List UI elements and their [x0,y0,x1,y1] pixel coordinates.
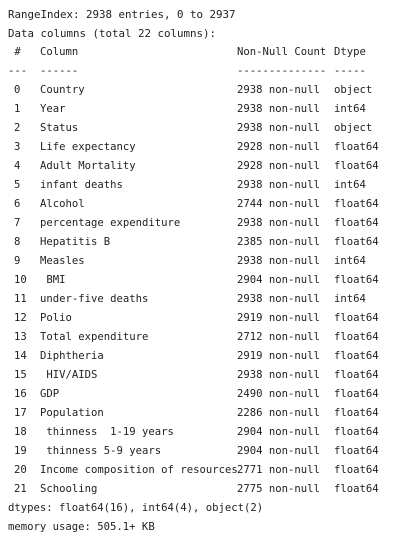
row-column-name: BMI [40,274,66,286]
row-non-null-count: 2775 non-null [237,483,320,495]
row-column-name: Diphtheria [40,350,104,362]
row-non-null-count: 2938 non-null [237,293,320,305]
row-column-name: Measles [40,255,85,267]
row-column-name: Hepatitis B [40,236,111,248]
row-index: 17 [14,407,27,419]
dtypes-summary: dtypes: float64(16), int64(4), object(2) [8,502,264,514]
row-non-null-count: 2938 non-null [237,217,320,229]
table-row [8,271,404,290]
index-header: # [8,46,21,58]
row-column-name: Life expectancy [40,141,136,153]
table-row [8,461,404,480]
row-column-name: Schooling [40,483,98,495]
non-null-count-header: Non-Null Count [237,46,327,58]
row-column-name: Polio [40,312,72,324]
column-header: Column [40,46,79,58]
row-column-name: Income composition of resources [40,464,238,476]
row-non-null-count: 2938 non-null [237,122,320,134]
row-non-null-count: 2938 non-null [237,103,320,115]
row-non-null-count: 2938 non-null [237,84,320,96]
dataframe-info-output [8,5,404,537]
row-dtype: float64 [334,407,379,419]
row-dtype: int64 [334,293,366,305]
row-index: 0 [14,84,21,96]
row-dtype: int64 [334,103,366,115]
row-index: 2 [14,122,21,134]
table-row [8,233,404,252]
index-separator: --- [8,65,28,77]
row-non-null-count: 2904 non-null [237,445,320,457]
row-non-null-count: 2904 non-null [237,274,320,286]
row-dtype: float64 [334,483,379,495]
memory-usage: memory usage: 505.1+ KB [8,521,155,533]
separator-row [8,62,404,81]
row-dtype: float64 [334,464,379,476]
table-row [8,442,404,461]
row-dtype: int64 [334,255,366,267]
row-dtype: int64 [334,179,366,191]
row-dtype: float64 [334,217,379,229]
row-index: 14 [14,350,27,362]
row-index: 18 [14,426,27,438]
row-dtype: float64 [334,198,379,210]
row-column-name: thinness 5-9 years [40,445,162,457]
table-row [8,138,404,157]
row-index: 3 [14,141,21,153]
row-non-null-count: 2712 non-null [237,331,320,343]
row-index: 16 [14,388,27,400]
row-index: 6 [14,198,21,210]
row-non-null-count: 2919 non-null [237,312,320,324]
row-non-null-count: 2938 non-null [237,255,320,267]
row-index: 9 [14,255,21,267]
row-column-name: Adult Mortality [40,160,136,172]
row-non-null-count: 2286 non-null [237,407,320,419]
row-column-name: Alcohol [40,198,85,210]
row-non-null-count: 2928 non-null [237,141,320,153]
column-separator: ------ [40,65,79,77]
table-row [8,214,404,233]
row-column-name: under-five deaths [40,293,149,305]
row-index: 20 [14,464,27,476]
row-index: 5 [14,179,21,191]
row-dtype: object [334,84,373,96]
row-index: 13 [14,331,27,343]
row-column-name: Total expenditure [40,331,149,343]
row-non-null-count: 2744 non-null [237,198,320,210]
row-non-null-count: 2938 non-null [237,369,320,381]
row-dtype: object [334,122,373,134]
row-dtype: float64 [334,350,379,362]
row-index: 12 [14,312,27,324]
row-column-name: thinness 1-19 years [40,426,174,438]
row-index: 11 [14,293,27,305]
row-index: 21 [14,483,27,495]
dtype-header: Dtype [334,46,366,58]
row-dtype: float64 [334,141,379,153]
row-column-name: infant deaths [40,179,123,191]
range-index-line: RangeIndex: 2938 entries, 0 to 2937 [8,8,236,21]
table-row [8,119,404,138]
row-index: 1 [14,103,21,115]
row-index: 8 [14,236,21,248]
dtype-separator: ----- [334,65,366,77]
row-dtype: float64 [334,160,379,172]
row-non-null-count: 2385 non-null [237,236,320,248]
row-index: 7 [14,217,21,229]
row-index: 4 [14,160,21,172]
column-rows [8,81,404,499]
table-row [8,176,404,195]
row-index: 10 [14,274,27,286]
table-row [8,195,404,214]
row-dtype: float64 [334,369,379,381]
table-row [8,480,404,499]
table-row [8,157,404,176]
row-non-null-count: 2919 non-null [237,350,320,362]
row-non-null-count: 2904 non-null [237,426,320,438]
row-column-name: percentage expenditure [40,217,181,229]
row-non-null-count: 2938 non-null [237,179,320,191]
row-column-name: HIV/AIDS [40,369,98,381]
row-non-null-count: 2771 non-null [237,464,320,476]
row-dtype: float64 [334,312,379,324]
row-dtype: float64 [334,426,379,438]
table-row [8,423,404,442]
table-header-row [8,43,404,62]
row-dtype: float64 [334,445,379,457]
table-row [8,309,404,328]
row-dtype: float64 [334,388,379,400]
table-row [8,404,404,423]
row-non-null-count: 2928 non-null [237,160,320,172]
row-column-name: Population [40,407,104,419]
row-column-name: GDP [40,388,60,400]
row-dtype: float64 [334,236,379,248]
row-column-name: Country [40,84,85,96]
data-columns-line: Data columns (total 22 columns): [8,27,217,40]
table-row [8,100,404,119]
table-row [8,328,404,347]
table-row [8,252,404,271]
table-row [8,385,404,404]
table-row [8,366,404,385]
row-index: 19 [14,445,27,457]
non-null-separator: -------------- [237,65,327,77]
row-index: 15 [14,369,27,381]
table-row [8,81,404,100]
row-dtype: float64 [334,274,379,286]
row-column-name: Year [40,103,66,115]
row-dtype: float64 [334,331,379,343]
table-row [8,347,404,366]
table-row [8,290,404,309]
row-non-null-count: 2490 non-null [237,388,320,400]
row-column-name: Status [40,122,79,134]
